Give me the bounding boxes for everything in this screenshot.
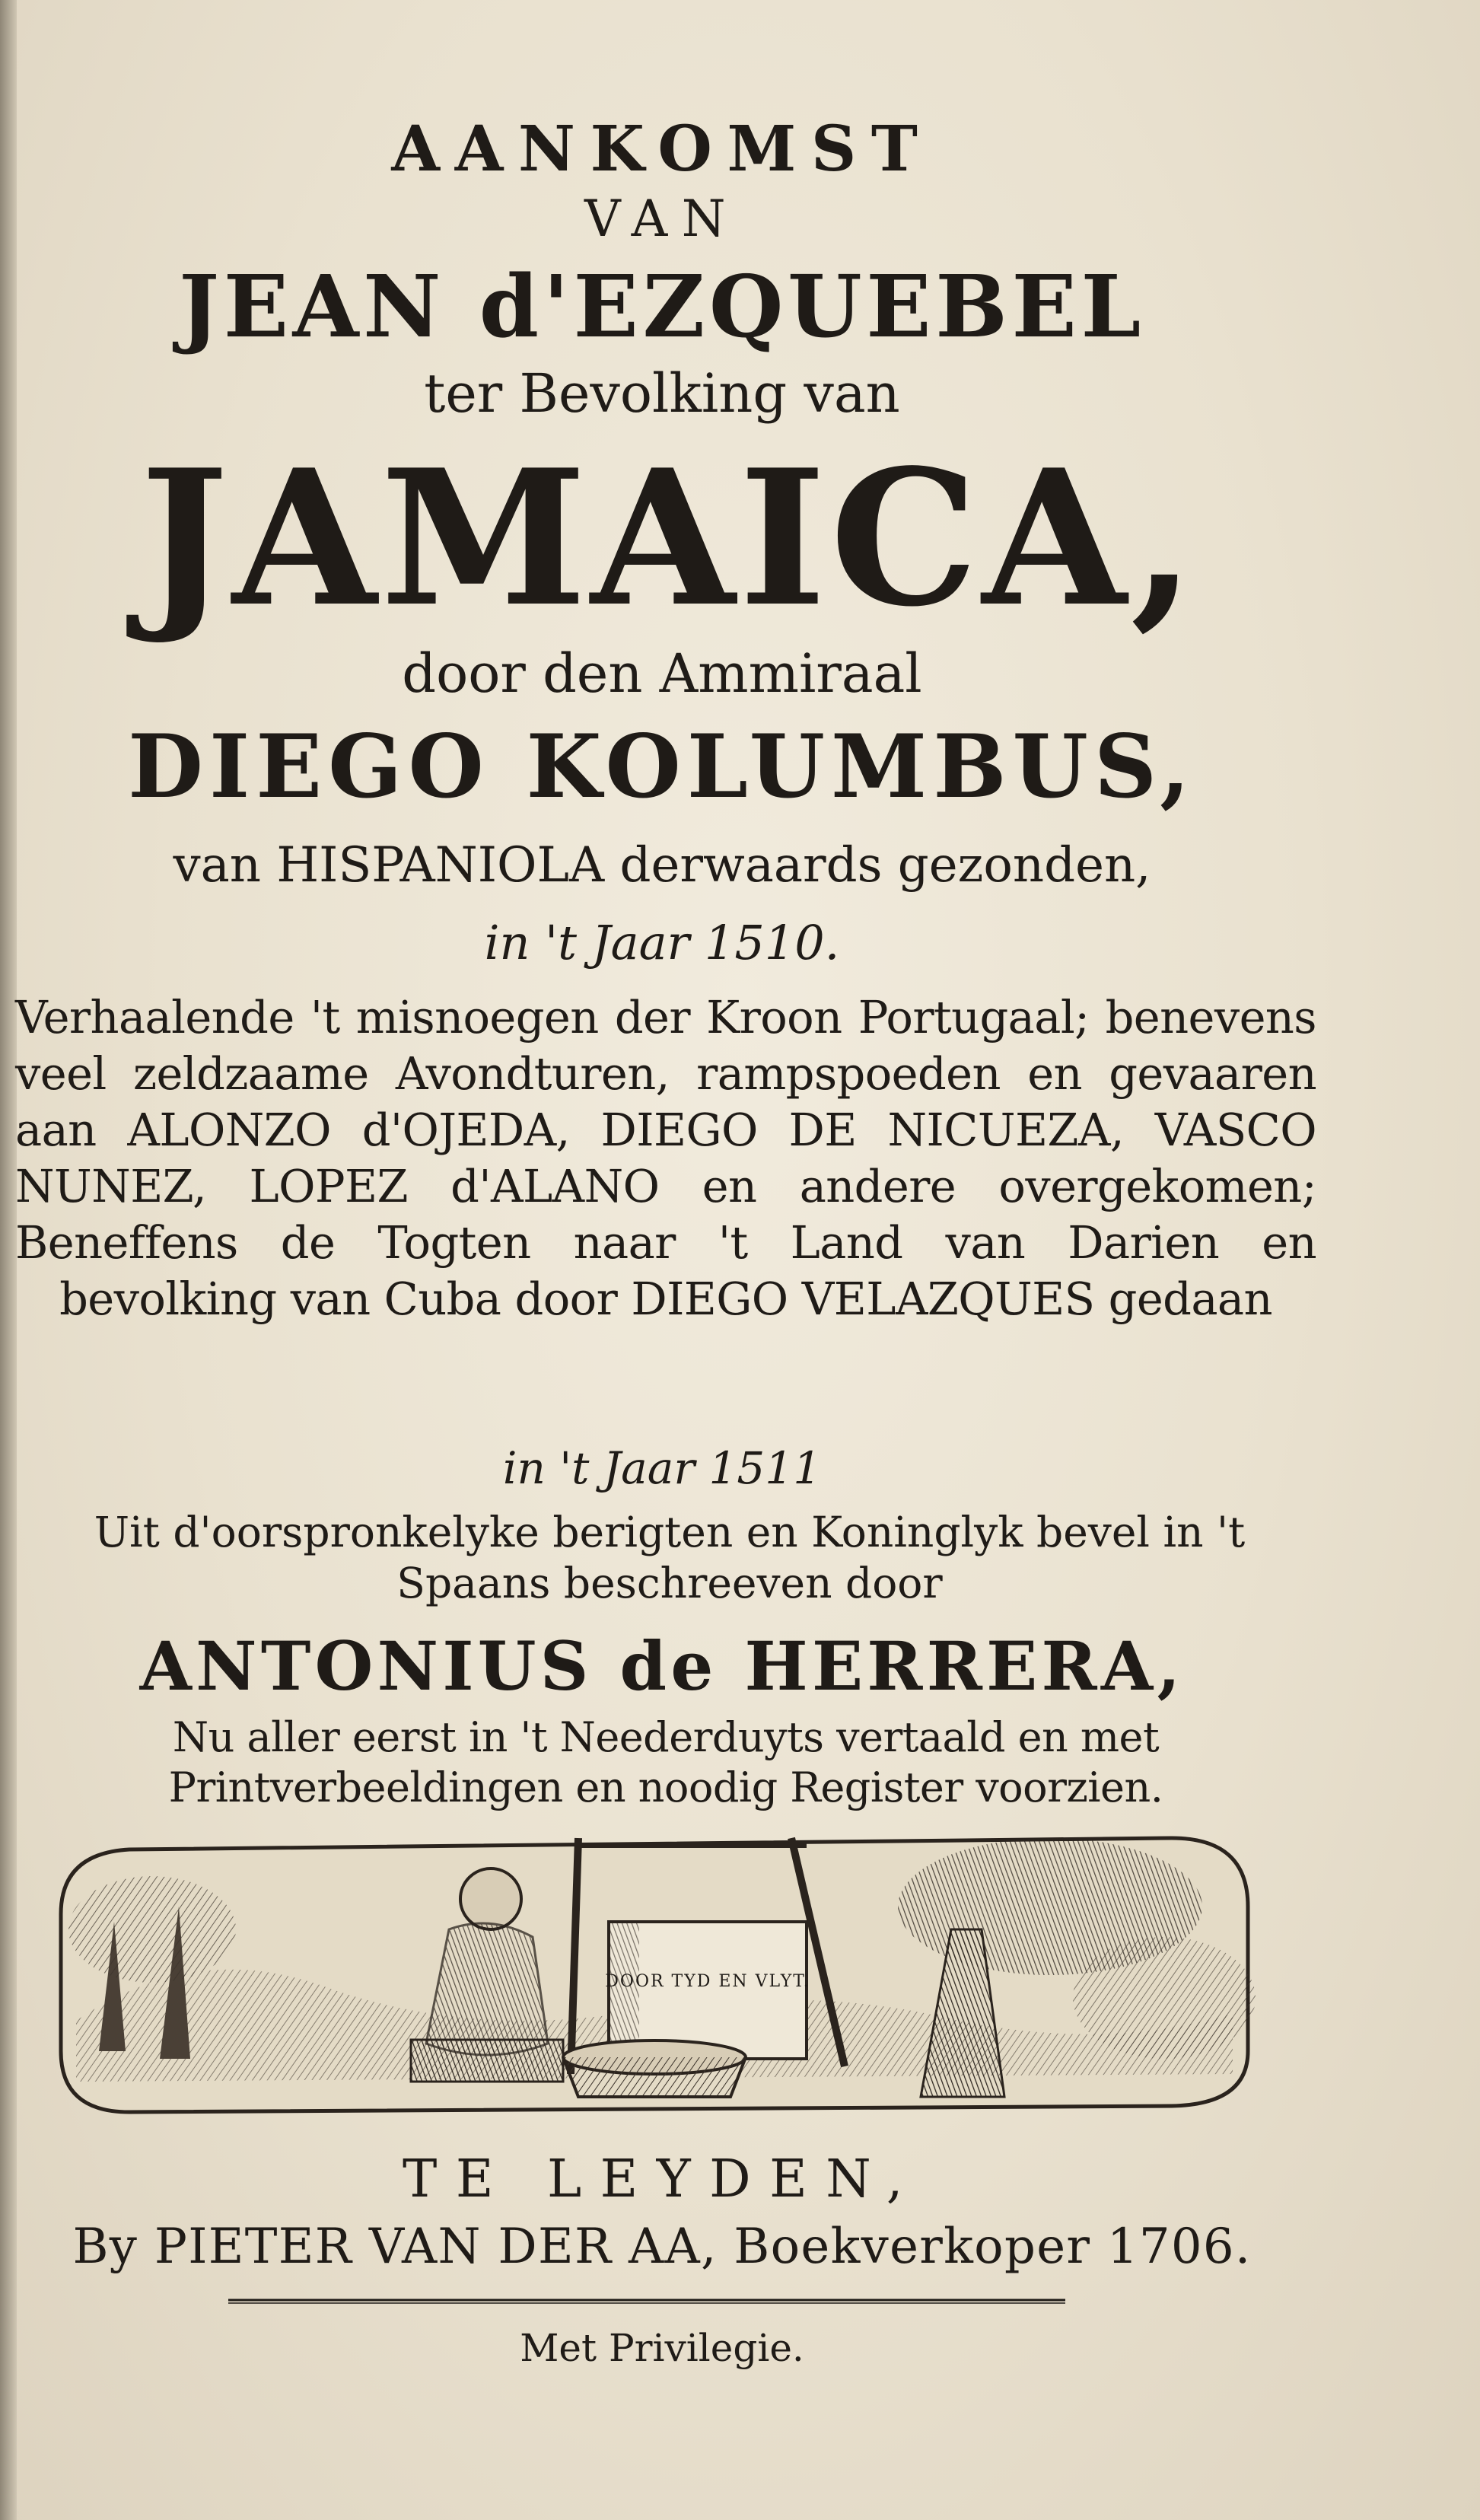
title-line-van: VAN xyxy=(584,190,740,248)
title-line-jamaica: JAMAICA, xyxy=(140,428,1199,648)
title-line-year-1511: in 't Jaar 1511 xyxy=(502,1442,822,1494)
title-line-name: JEAN d'EZQUEBEL xyxy=(179,257,1145,357)
vignette-motto: DOOR TYD EN VLYT. xyxy=(605,1972,810,1991)
title-line-year-1510: in 't Jaar 1510. xyxy=(484,915,840,970)
privilege-line: Met Privilegie. xyxy=(520,2326,804,2370)
wooden-tub xyxy=(563,2041,746,2097)
title-line-ter-bevolking: ter Bevolking van xyxy=(424,362,900,425)
title-line-aankomst: AANKOMST xyxy=(391,113,933,186)
title-line-diego-kolumbus: DIEGO KOLUMBUS, xyxy=(128,715,1196,817)
imprint-rule xyxy=(228,2299,1065,2305)
source-paragraph: Uit d'oorspronkelyke berigten en Koninglyk bevel in 't Spaans beschreeven door xyxy=(94,1508,1246,1607)
imprint-line: By PIETER VAN DER AA, Boekverkoper 1706. xyxy=(72,2219,1252,2275)
description-paragraph: Verhaalende 't misnoegen der Kroon Portugaal; benevens veel zeldzaame Avondturen, rampspoeden en gevaaren aan ALONZO d'OJEDA, DIEGO DE NICUEZA, VASCO NUNEZ, LOPEZ d'ALANO en andere overgekomen; Beneffens de Togten naar 't Land van Darien en bevolking van Cuba door DIEGO VELAZQUES gedaan xyxy=(15,991,1316,1325)
place-te-leyden: TE LEYDEN, xyxy=(402,2149,922,2209)
title-line-ammiraal: door den Ammiraal xyxy=(402,642,922,705)
title-line-hispaniola: van HISPANIOLA derwaards gezonden, xyxy=(173,837,1151,894)
translation-note: Nu aller eerst in 't Neederduyts vertaald en met Printverbeeldingen en noodig Register voorzien. xyxy=(168,1713,1163,1811)
author-name: ANTONIUS de HERRERA, xyxy=(139,1626,1185,1706)
engraved-vignette xyxy=(46,1823,1263,2120)
